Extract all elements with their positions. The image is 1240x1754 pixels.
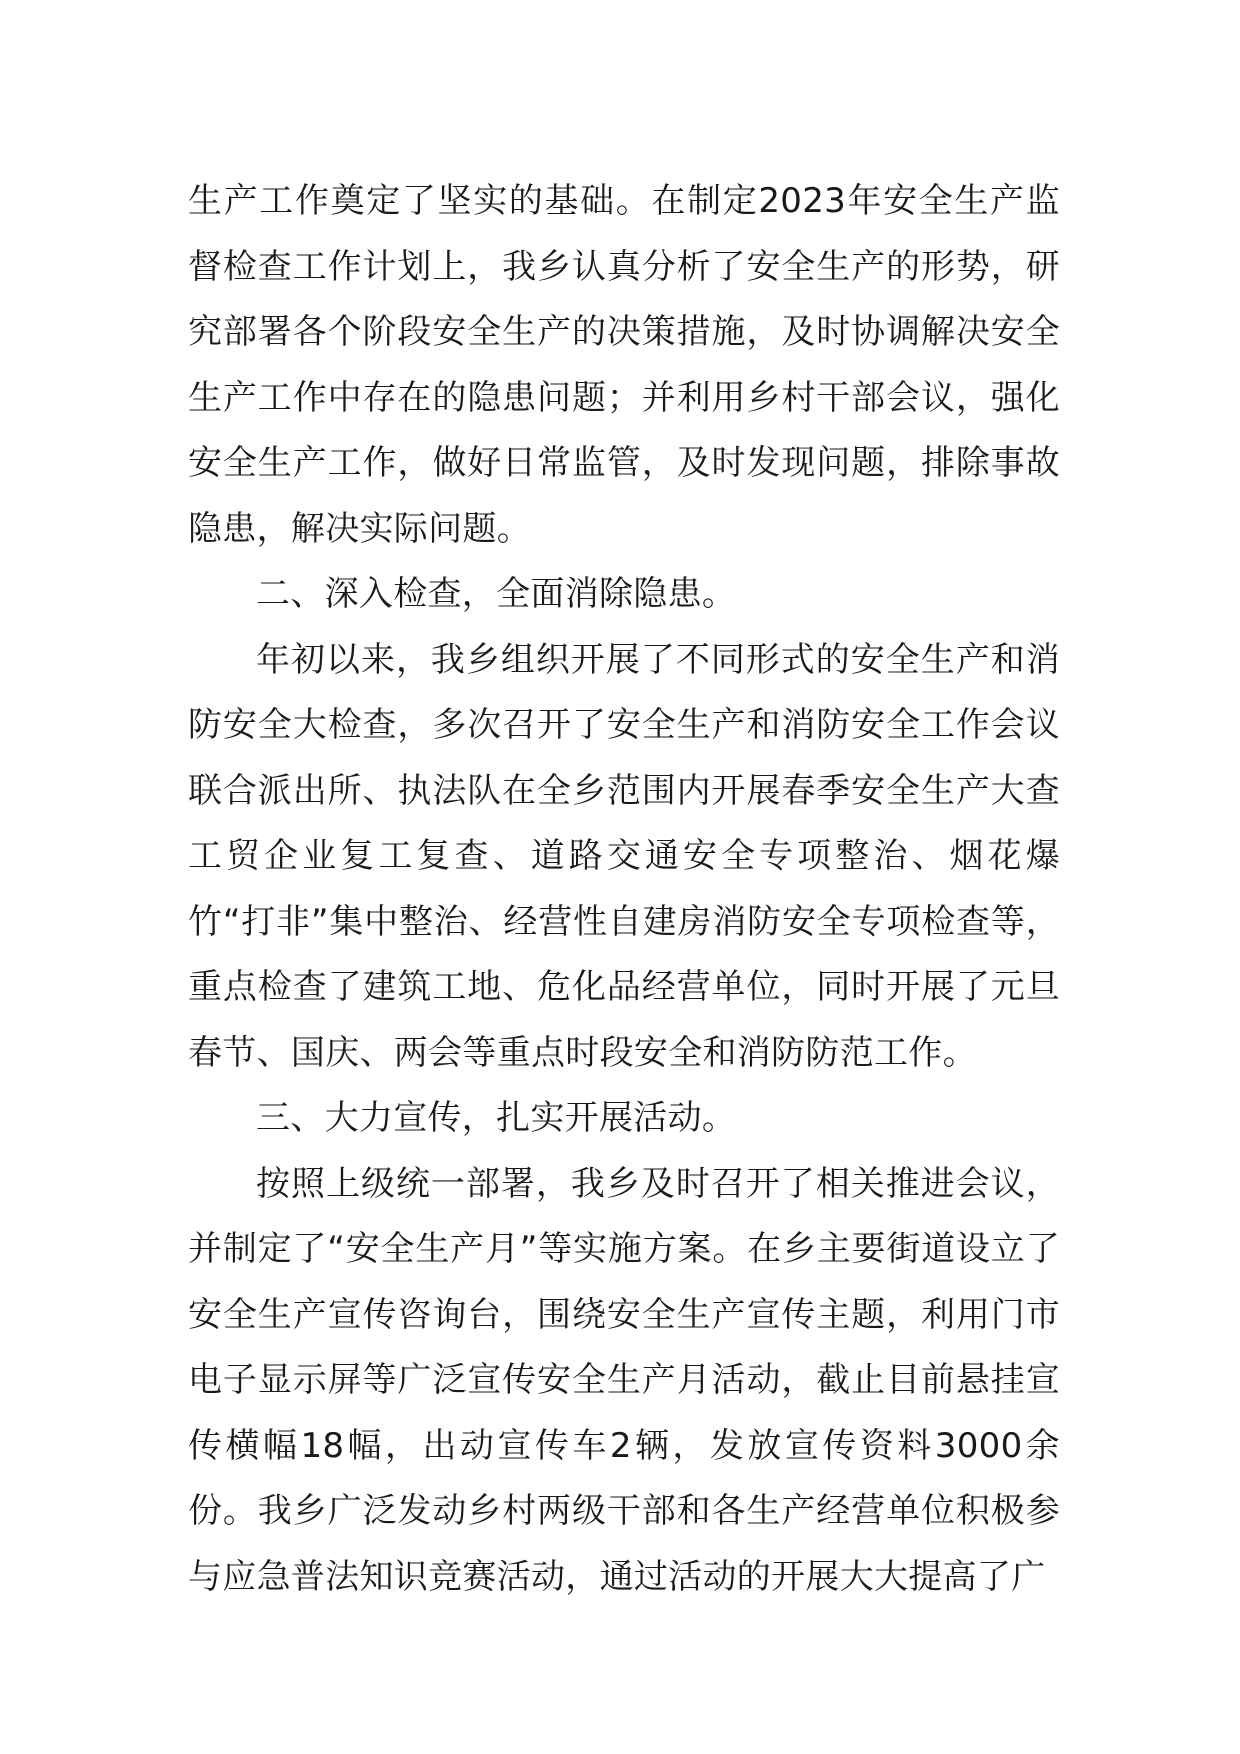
section-heading-2: 二、深入检查，全面消除隐患。 [256,574,737,614]
paragraph-inspection: 年初以来，我乡组织开展了不同形式的安全生产和消防安全大检查，多次召开了安全生产和消防安全工作会议联合派出所、执法队在全乡范围内开展春季安全生产大查工贸企业复工复查、道路交通安全专项整治、烟花爆竹“打非”集中整治、经营性自建房消防安全专项检查等，重点检查了建筑工地、危化品经营单位，同时开展了元旦春节、国庆、两会等重点时段安全和消防防范工作。 [188,639,1060,1073]
document-body [188,169,1060,1610]
section-heading-3: 三、大力宣传，扎实开展活动。 [256,1098,737,1138]
paragraph-intro-continuation: 生产工作奠定了坚实的基础。在制定2023年安全生产监督检查工作计划上，我乡认真分析了安全生产的形势，研究部署各个阶段安全生产的决策措施，及时协调解决安全生产工作中存在的隐患问题；并利用乡村干部会议，强化安全生产工作，做好日常监管，及时发现问题，排除事故隐患，解决实际问题。 [188,181,1060,549]
paragraph-publicity: 按照上级统一部署，我乡及时召开了相关推进会议，并制定了“安全生产月”等实施方案。在乡主要街道设立了安全生产宣传咨询台，围绕安全生产宣传主题，利用门市电子显示屏等广泛宣传安全生产月活动，截止目前悬挂宣传横幅18幅，出动宣传车2辆，发放宣传资料3000余份。我乡广泛发动乡村两级干部和各生产经营单位积极参与应急普法知识竞赛活动，通过活动的开展大大提高了广 [188,1163,1060,1597]
